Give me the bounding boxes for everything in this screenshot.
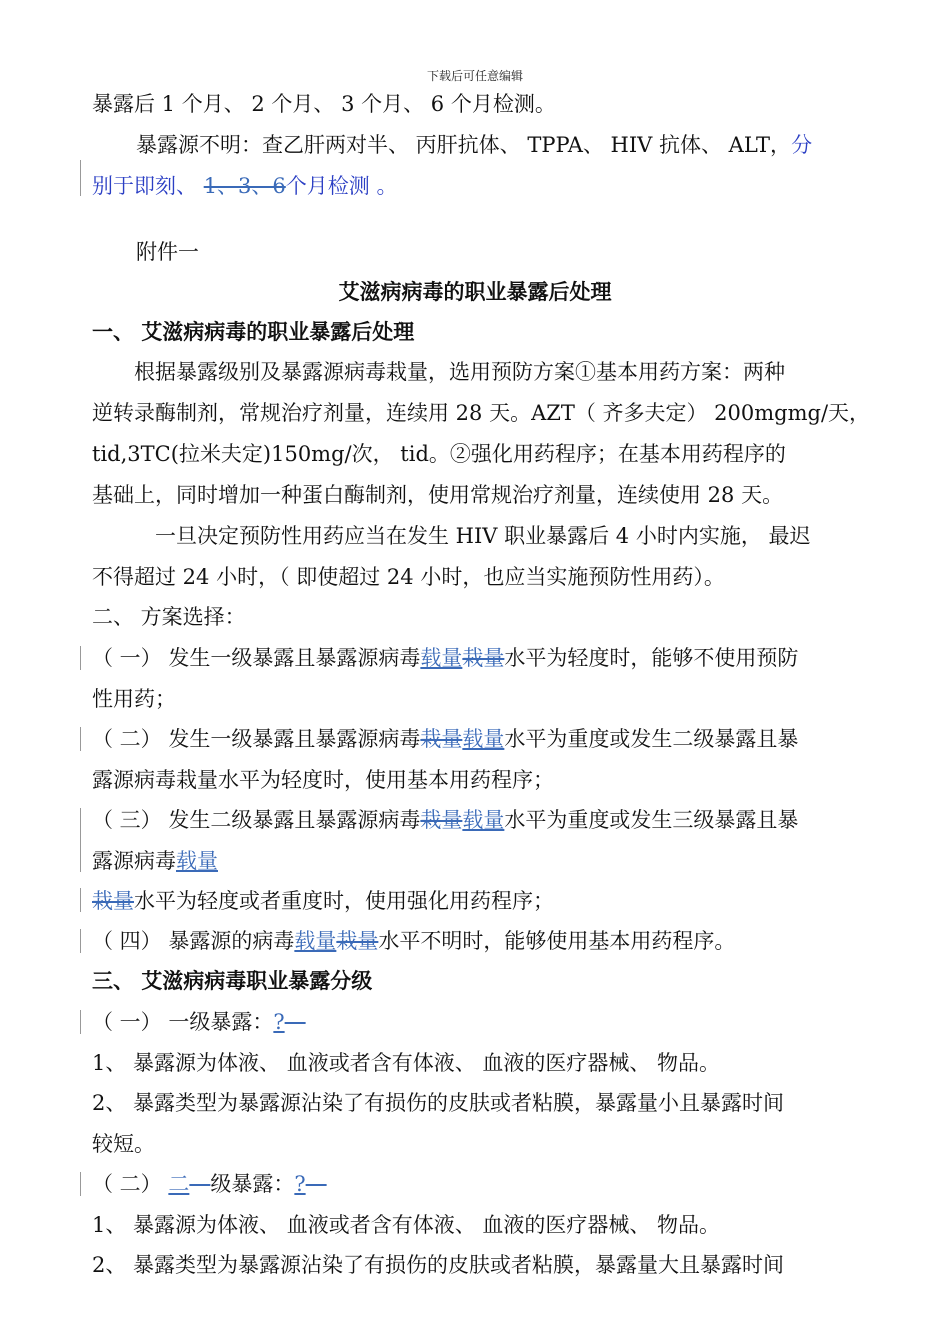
paragraph-line <box>92 172 397 200</box>
text-run: （ 四） 暴露源的病毒 <box>92 929 295 953</box>
deleted-text: — <box>305 1172 327 1196</box>
text-run: 露源病毒 <box>92 849 176 873</box>
option-line <box>92 847 218 875</box>
text-run: （ 三） 发生二级暴露且暴露源病毒 <box>92 808 421 832</box>
text-run: 暴露源不明：查乙肝两对半、 丙肝抗体、 TPPA、 HIV 抗体、 ALT， <box>136 133 792 157</box>
deleted-text: 栽量 <box>420 808 463 832</box>
deleted-text: 栽量 <box>462 646 505 670</box>
change-bar <box>80 160 81 196</box>
paragraph-line: 基础上，同时增加一种蛋白酶制剂，使用常规治疗剂量，连续使用 28 天。 <box>92 483 784 507</box>
change-bar <box>80 1010 81 1034</box>
paragraph-line: 逆转录酶制剂，常规治疗剂量，连续用 28 天。AZT（ 齐多夫定） 200mgmg/天， <box>92 401 871 425</box>
grade-heading <box>92 1170 327 1198</box>
option-line: 露源病毒栽量水平为轻度时，使用基本用药程序； <box>92 768 554 792</box>
section-heading: 一、 艾滋病病毒的职业暴露后处理 <box>92 319 415 344</box>
text-run: 水平为轻度时，能够不使用预防 <box>504 646 799 670</box>
option-line <box>92 927 735 955</box>
text-run: （ 二） 发生一级暴露且暴露源病毒 <box>92 727 421 751</box>
option-line <box>92 644 798 672</box>
document-title: 艾滋病病毒的职业暴露后处理 <box>338 279 612 304</box>
paragraph-line <box>136 131 812 159</box>
paragraph-line: tid,3TC(拉米夫定)150mg/次， tid。②强化用药程序；在基本用药程序的 <box>92 442 786 466</box>
inserted-text: 别于即刻、 <box>92 174 197 198</box>
change-bar <box>80 808 81 872</box>
list-item: 1、 暴露源为体液、 血液或者含有体液、 血液的医疗器械、 物品。 <box>92 1051 721 1075</box>
inserted-text: 载量 <box>294 929 337 953</box>
section-heading: 二、 方案选择： <box>92 605 246 629</box>
text-run: 水平不明时，能够使用基本用药程序。 <box>378 929 736 953</box>
page-header: 下载后可任意编辑 <box>426 69 523 83</box>
list-item: 2、 暴露类型为暴露源沾染了有损伤的皮肤或者粘膜，暴露量大且暴露时间 <box>92 1253 785 1277</box>
list-item: 较短。 <box>92 1132 155 1156</box>
change-bar <box>80 888 81 912</box>
deleted-text: 栽量 <box>420 727 463 751</box>
text-run: 水平为轻度或者重度时，使用强化用药程序； <box>134 889 554 913</box>
list-item: 1、 暴露源为体液、 血液或者含有体液、 血液的医疗器械、 物品。 <box>92 1213 721 1237</box>
change-bar <box>80 1172 81 1196</box>
inserted-text: 个月检测 <box>285 174 370 198</box>
deleted-text: — <box>189 1172 211 1196</box>
attachment-label: 附件一 <box>136 240 199 264</box>
paragraph-line: 暴露后 1 个月、 2 个月、 3 个月、 6 个月检测。 <box>92 92 556 116</box>
text-run: （ 一） 一级暴露： <box>92 1010 274 1034</box>
inserted-text: 载量 <box>462 808 505 832</box>
paragraph-line: 不得超过 24 小时，（ 即使超过 24 小时，也应当实施预防性用药）。 <box>92 565 725 589</box>
inserted-text: ? <box>273 1010 285 1034</box>
text-run: （ 一） 发生一级暴露且暴露源病毒 <box>92 646 421 670</box>
paragraph-line: 一旦决定预防性用药应当在发生 HIV 职业暴露后 4 小时内实施， 最迟 <box>155 524 811 548</box>
list-item: 2、 暴露类型为暴露源沾染了有损伤的皮肤或者粘膜，暴露量小且暴露时间 <box>92 1091 785 1115</box>
option-line <box>92 806 798 834</box>
option-line <box>92 887 554 915</box>
change-bar <box>80 929 81 953</box>
text-run: 水平为重度或发生三级暴露且暴 <box>504 808 799 832</box>
inserted-text: ? <box>294 1172 306 1196</box>
inserted-text: 载量 <box>462 727 505 751</box>
deleted-text: 栽量 <box>336 929 379 953</box>
option-line: 性用药； <box>92 687 176 711</box>
inserted-text: 载量 <box>176 849 218 873</box>
text-run: 。 <box>376 174 398 198</box>
text-run: 水平为重度或发生二级暴露且暴 <box>504 727 799 751</box>
text-run: （ 二） <box>92 1172 169 1196</box>
inserted-text: 分 <box>791 133 813 157</box>
deleted-text: 1、3、6 <box>203 174 286 198</box>
change-bar <box>80 727 81 751</box>
inserted-text: 载量 <box>420 646 463 670</box>
option-line <box>92 725 798 753</box>
deleted-text: 栽量 <box>92 889 134 913</box>
change-bar <box>80 646 81 670</box>
deleted-text: — <box>284 1010 306 1034</box>
grade-heading <box>92 1008 306 1036</box>
section-heading: 三、 艾滋病病毒职业暴露分级 <box>92 968 373 993</box>
text-run: 级暴露： <box>210 1172 295 1196</box>
paragraph-line: 根据暴露级别及暴露源病毒栽量，选用预防方案①基本用药方案：两种 <box>134 360 785 384</box>
inserted-text: 二 <box>168 1172 190 1196</box>
